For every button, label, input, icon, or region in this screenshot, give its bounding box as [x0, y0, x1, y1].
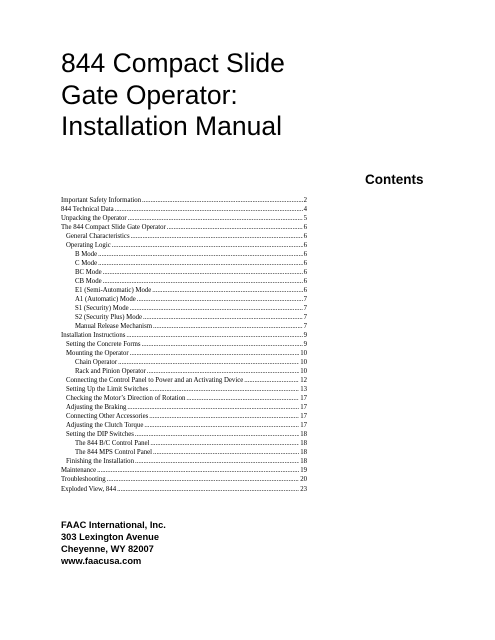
toc-entry[interactable]: [61, 250, 307, 259]
toc-entry-title: Rack and Pinion Operator: [75, 368, 146, 376]
toc-entry-title: Important Safety Information: [61, 197, 142, 204]
toc-entry[interactable]: [61, 394, 307, 403]
toc-page-number: 6: [303, 251, 307, 259]
toc-entry-title: The 844 B/C Control Panel: [75, 440, 150, 448]
toc-entry[interactable]: [61, 412, 307, 421]
toc-page-number: 23: [300, 485, 307, 493]
document-title: [61, 48, 481, 143]
toc-page-number: 13: [300, 386, 307, 394]
toc-page-number: 10: [300, 350, 307, 358]
toc-page-number: 18: [300, 449, 307, 457]
toc-page-number: 18: [300, 458, 307, 466]
toc-entry[interactable]: [61, 376, 307, 385]
toc-entry[interactable]: [61, 304, 307, 313]
contents-heading: Contents: [365, 172, 424, 187]
toc-entry-title: The 844 MPS Control Panel: [75, 449, 153, 457]
toc-entry[interactable]: [61, 268, 307, 277]
toc-entry-title: E1 (Semi-Automatic) Mode: [75, 287, 152, 295]
toc-page-number: 7: [303, 323, 307, 331]
toc-entry-title: Connecting the Control Panel to Power and an Activating Device: [66, 377, 244, 385]
title-line-2: Gate Operator:: [61, 79, 238, 110]
toc-leader-dots: [118, 358, 299, 367]
toc-leader-dots: [142, 196, 303, 205]
toc-entry[interactable]: [61, 403, 307, 412]
toc-entry[interactable]: [61, 241, 307, 250]
toc-entry-title: Setting the Concrete Forms: [66, 341, 141, 349]
toc-entry[interactable]: [61, 313, 307, 322]
toc-page-number: 7: [303, 296, 307, 304]
toc-leader-dots: [126, 331, 302, 340]
toc-entry[interactable]: [61, 466, 307, 475]
toc-entry-title: S1 (Security) Mode: [75, 305, 129, 313]
toc-leader-dots: [98, 250, 303, 259]
toc-entry[interactable]: [61, 367, 307, 376]
toc-leader-dots: [117, 485, 299, 494]
toc-entry[interactable]: [61, 214, 307, 223]
toc-entry-title: A1 (Automatic) Mode: [75, 296, 136, 304]
toc-page-number: 7: [303, 314, 307, 322]
toc-entry[interactable]: [61, 196, 307, 205]
toc-page-number: 10: [300, 368, 307, 376]
toc-entry-title: Exploded View, 844: [61, 485, 117, 493]
toc-leader-dots: [135, 430, 299, 439]
toc-entry-title: Setting the DIP Switches: [66, 431, 134, 439]
toc-entry[interactable]: [61, 295, 307, 304]
toc-entry-title: Adjusting the Clutch Torque: [66, 422, 144, 430]
toc-leader-dots: [135, 457, 299, 466]
toc-entry-title: Troubleshooting: [61, 476, 106, 484]
toc-entry[interactable]: [61, 232, 307, 241]
toc-entry[interactable]: [61, 439, 307, 448]
toc-page-number: 17: [300, 413, 307, 421]
toc-page-number: 2: [303, 197, 307, 204]
toc-page-number: 18: [300, 431, 307, 439]
toc-leader-dots: [186, 394, 299, 403]
toc-leader-dots: [97, 466, 299, 475]
toc-page-number: 6: [303, 260, 307, 268]
toc-leader-dots: [103, 277, 303, 286]
toc-entry-title: Connecting Other Accessories: [66, 413, 149, 421]
toc-entry[interactable]: [61, 340, 307, 349]
toc-leader-dots: [137, 295, 303, 304]
toc-page-number: 9: [303, 332, 307, 340]
city-state-zip: Cheyenne, WY 82007: [61, 544, 154, 555]
toc-entry-title: Setting Up the Limit Switches: [66, 386, 149, 394]
toc-page-number: 17: [300, 395, 307, 403]
toc-entry-title: Maintenance: [61, 467, 97, 475]
toc-entry[interactable]: [61, 349, 307, 358]
table-of-contents: [61, 196, 307, 494]
toc-leader-dots: [150, 439, 299, 448]
toc-page-number: 9: [303, 341, 307, 349]
toc-entry-title: B Mode: [75, 251, 98, 259]
toc-leader-dots: [127, 403, 299, 412]
toc-entry-title: Finishing the Installation: [66, 458, 134, 466]
toc-leader-dots: [98, 259, 303, 268]
toc-entry[interactable]: [61, 421, 307, 430]
toc-page-number: 5: [303, 215, 307, 223]
toc-leader-dots: [112, 241, 303, 250]
toc-entry[interactable]: [61, 331, 307, 340]
toc-entry[interactable]: [61, 223, 307, 232]
toc-leader-dots: [153, 448, 299, 457]
toc-leader-dots: [144, 421, 299, 430]
toc-entry[interactable]: [61, 448, 307, 457]
toc-entry[interactable]: [61, 259, 307, 268]
toc-page-number: 6: [303, 242, 307, 250]
company-address: [61, 519, 166, 567]
toc-entry-title: Manual Release Mechanism: [75, 323, 153, 331]
toc-entry-title: Unpacking the Operator: [61, 215, 127, 223]
toc-entry-title: 844 Technical Data: [61, 206, 114, 214]
toc-entry-title: Adjusting the Braking: [66, 404, 127, 412]
toc-entry[interactable]: [61, 277, 307, 286]
title-line-1: 844 Compact Slide: [61, 48, 285, 78]
toc-leader-dots: [149, 412, 299, 421]
toc-leader-dots: [167, 223, 303, 232]
toc-leader-dots: [152, 286, 302, 295]
street-address: 303 Lexington Avenue: [61, 532, 159, 543]
toc-entry-title: S2 (Security Plus) Mode: [75, 314, 143, 322]
toc-leader-dots: [130, 349, 300, 358]
toc-page-number: 20: [300, 476, 307, 484]
toc-entry[interactable]: [61, 457, 307, 466]
toc-page-number: 10: [300, 359, 307, 367]
toc-page-number: 12: [300, 377, 307, 385]
toc-leader-dots: [107, 475, 300, 484]
toc-entry-title: BC Mode: [75, 269, 102, 277]
toc-page-number: 17: [300, 404, 307, 412]
toc-entry-title: The 844 Compact Slide Gate Operator: [61, 224, 166, 232]
toc-leader-dots: [153, 322, 303, 331]
toc-leader-dots: [131, 232, 303, 241]
website-link[interactable]: www.faacusa.com: [61, 556, 142, 567]
toc-entry-title: C Mode: [75, 260, 98, 268]
toc-leader-dots: [143, 313, 303, 322]
toc-entry-title: Checking the Motor’s Direction of Rotation: [66, 395, 186, 403]
toc-leader-dots: [142, 340, 303, 349]
toc-entry-title: Mounting the Operator: [66, 350, 129, 358]
toc-leader-dots: [103, 268, 303, 277]
toc-leader-dots: [244, 376, 299, 385]
toc-entry[interactable]: [61, 358, 307, 367]
toc-leader-dots: [130, 304, 303, 313]
toc-entry[interactable]: [61, 485, 307, 494]
toc-entry[interactable]: [61, 475, 307, 484]
toc-page-number: 7: [303, 305, 307, 313]
toc-page-number: 19: [300, 467, 307, 475]
title-line-3: Installation Manual: [61, 111, 282, 141]
toc-entry-title: Operating Logic: [66, 242, 111, 250]
toc-page-number: 6: [303, 287, 307, 295]
toc-page-number: 17: [300, 422, 307, 430]
toc-leader-dots: [128, 214, 303, 223]
toc-page-number: 18: [300, 440, 307, 448]
toc-entry[interactable]: [61, 322, 307, 331]
toc-page-number: 6: [303, 224, 307, 232]
toc-page-number: 4: [303, 206, 307, 214]
toc-entry[interactable]: [61, 430, 307, 439]
toc-entry[interactable]: [61, 205, 307, 214]
toc-entry-title: Chain Operator: [75, 359, 118, 367]
toc-page-number: 6: [303, 278, 307, 286]
toc-entry-title: Installation Instructions: [61, 332, 126, 340]
toc-entry-title: General Characteristics: [66, 233, 130, 241]
toc-leader-dots: [115, 205, 303, 214]
toc-page-number: 6: [303, 233, 307, 241]
toc-entry[interactable]: [61, 286, 307, 295]
toc-leader-dots: [147, 367, 299, 376]
toc-entry[interactable]: [61, 385, 307, 394]
toc-page-number: 6: [303, 269, 307, 277]
toc-leader-dots: [149, 385, 299, 394]
company-name: FAAC International, Inc.: [61, 520, 166, 530]
toc-entry-title: CB Mode: [75, 278, 102, 286]
